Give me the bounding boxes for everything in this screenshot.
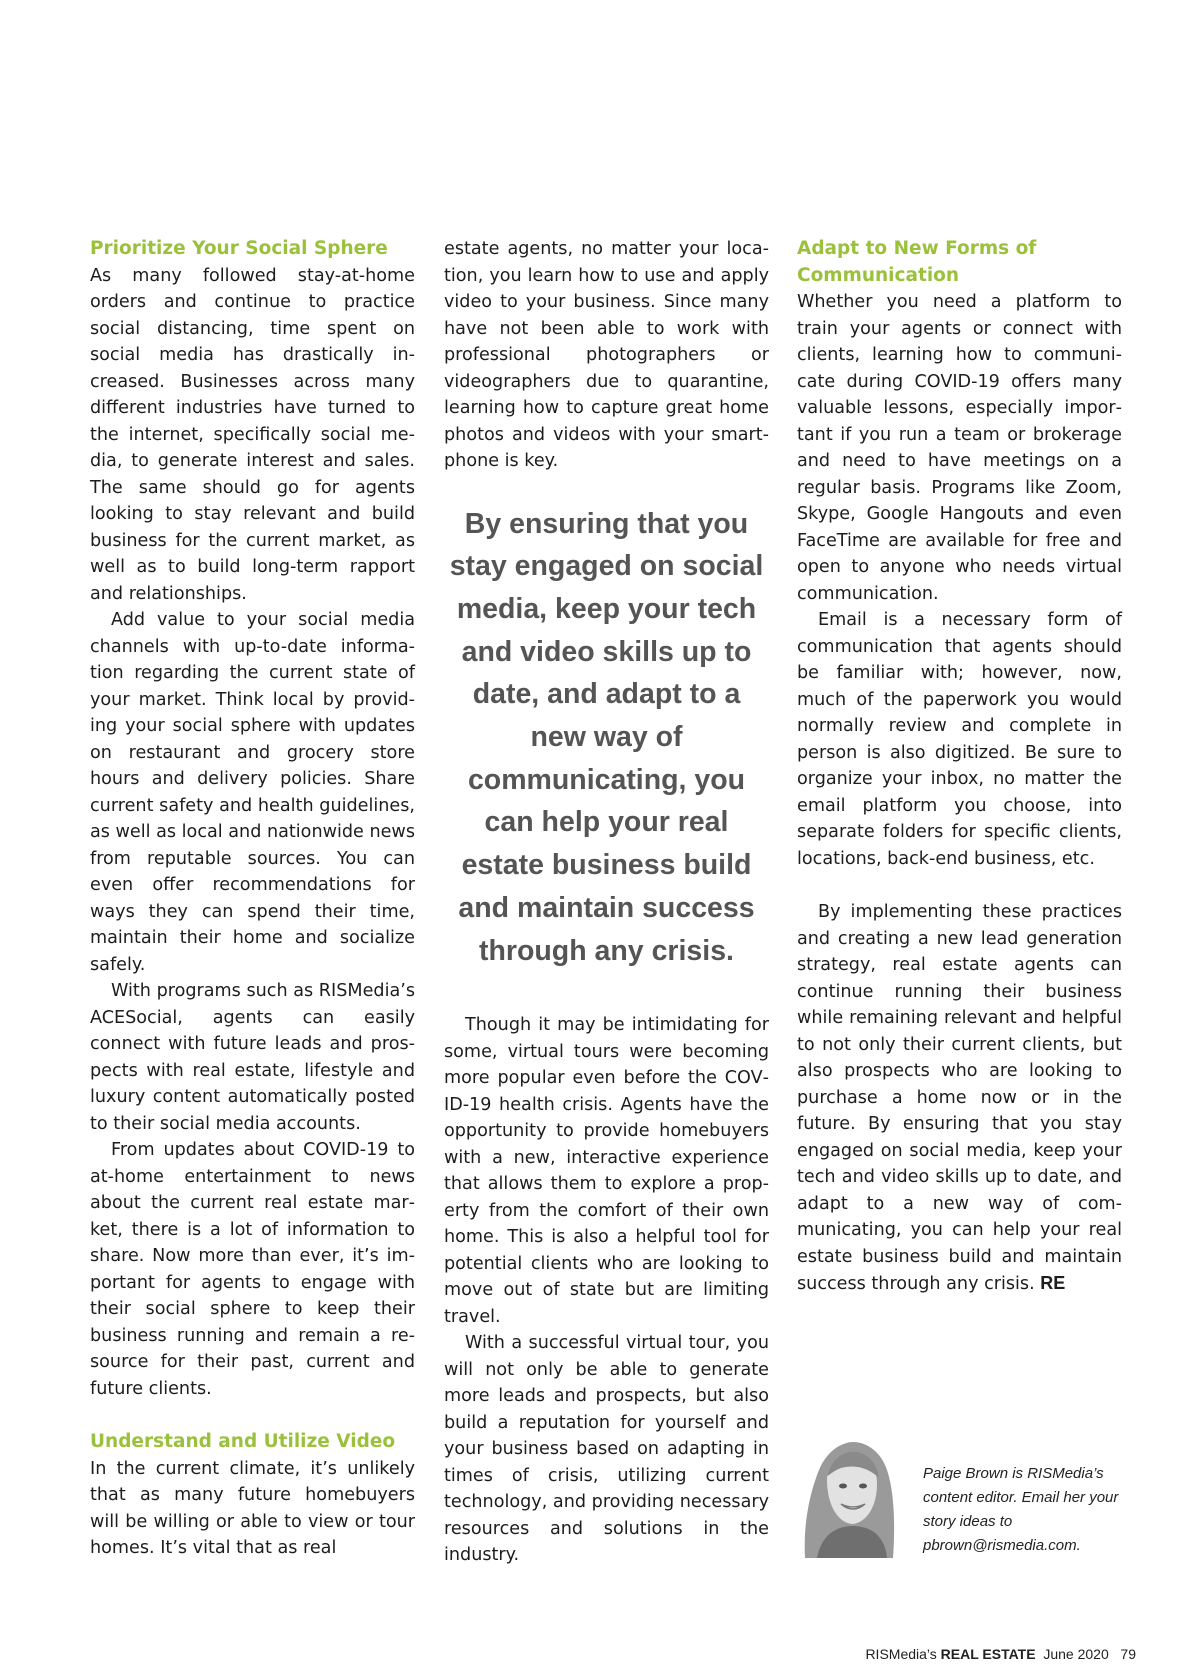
publication-prefix: RISMedia’s (865, 1646, 937, 1662)
author-photo (797, 1440, 899, 1558)
page-number: 79 (1120, 1646, 1136, 1662)
section-heading-social-sphere: Prioritize Your Social Sphere (90, 238, 388, 259)
body-paragraph: In the current climate, it’s unlikely that as many future homebuyers will be willing or able to view or tour homes. It’s vital that as real (90, 1458, 415, 1558)
publication-name: REAL ESTATE (940, 1646, 1036, 1662)
body-paragraph: With programs such as RISMedia’s ACESocial, agents can easily connect with future leads and prospects with real estate, lifestyle and luxury content automatically posted to their social media accounts. (90, 981, 415, 1134)
issue-date: June 2020 (1043, 1646, 1109, 1662)
section-heading-communication: Adapt to New Forms of Communication (797, 238, 1037, 286)
author-bio: Paige Brown is RISMedia’s content editor. Email her your story ideas to pbrown@rismedia.com. (923, 1465, 1119, 1554)
pull-quote: By ensuring that you stay engaged on social media, keep your tech and video skills up to date, and adapt to a new way of communicating, you can help your real estate business build and maintain success through any crisis. (449, 507, 764, 967)
body-paragraph: Add value to your social media channels with up-to-date information regarding the current state of your market. Think local by providing your social sphere with updates on restaurant and grocery store hours and delivery policies. Share current safety and health guidelines, as well as local and nationwide news from reputable sources. You can even offer recommendations for ways they can spend their time, maintain their home and socialize safely. (90, 610, 415, 975)
body-paragraph: With a successful virtual tour, you will not only be able to generate more leads and prospects, but also build a reputation for yourself and your business based on adapting in times of crisis, utilizing current technology, and providing necessary resources and solutions in the industry. (444, 1333, 769, 1566)
end-mark: RE (1040, 1273, 1066, 1293)
body-paragraph: Though it may be intimidating for some, virtual tours were becoming more popular even before the COVID-19 health crisis. Agents have the opportunity to provide homebuyers with a new, interactive experience that allows them to explore a property from the comfort of their own home. This is also a helpful tool for potential clients who are looking to move out of state but are limiting travel. (444, 1015, 769, 1327)
closing-text: By implementing these practices and creating a new lead generation strategy, real estate agents can continue running their business while remaining relevant and helpful to not only their current clients, but also prospects who are looking to purchase a home now or in the future. By ensuring that you stay engaged on social media, keep your tech and video skills up to date, and adapt to a new way of communicating, you can help your real estate business build and maintain success through any crisis. (797, 902, 1122, 1294)
author-box (797, 1440, 1137, 1560)
body-paragraph: Whether you need a platform to train your agents or connect with clients, learning how to communicate during COVID-19 offers many valuable lessons, especially important if you run a team or brokerage and need to have meetings on a regular basis. Programs like Zoom, Skype, Google Hangouts and even FaceTime are available for free and open to anyone who needs virtual communication. (797, 292, 1122, 604)
section-heading-video: Understand and Utilize Video (90, 1431, 396, 1452)
body-paragraph-closing (797, 899, 1122, 1298)
body-paragraph: estate agents, no matter your location, you learn how to use and apply video to your business. Since many have not been able to work with professional photographers or videographers due to quarantine, learning how to capture great home photos and videos with your smartphone is key. (444, 239, 769, 471)
article-column-2 (444, 236, 769, 1569)
page-footer (865, 1646, 1136, 1662)
article-column-1 (90, 236, 415, 1562)
article-column-3 (797, 236, 1122, 1298)
body-paragraph: From updates about COVID-19 to at-home entertainment to news about the current real estate market, there is a lot of information to share. Now more than ever, it’s important for agents to engage with their social sphere to keep their business running and remain a resource for their past, current and future clients. (90, 1140, 415, 1399)
body-paragraph: As many followed stay-at-home orders and continue to practice social distancing, time spent on social media has drastically increased. Businesses across many different industries have turned to the internet, specifically social media, to generate interest and sales. The same should go for agents looking to stay relevant and build business for the current market, as well as to build long-term rapport and relationships. (90, 265, 415, 604)
body-paragraph: Email is a necessary form of communication that agents should be familiar with; however, now, much of the paperwork you would normally review and complete in person is also digitized. Be sure to organize your inbox, no matter the email platform you choose, into separate folders for specific clients, locations, back-end business, etc. (797, 610, 1122, 869)
